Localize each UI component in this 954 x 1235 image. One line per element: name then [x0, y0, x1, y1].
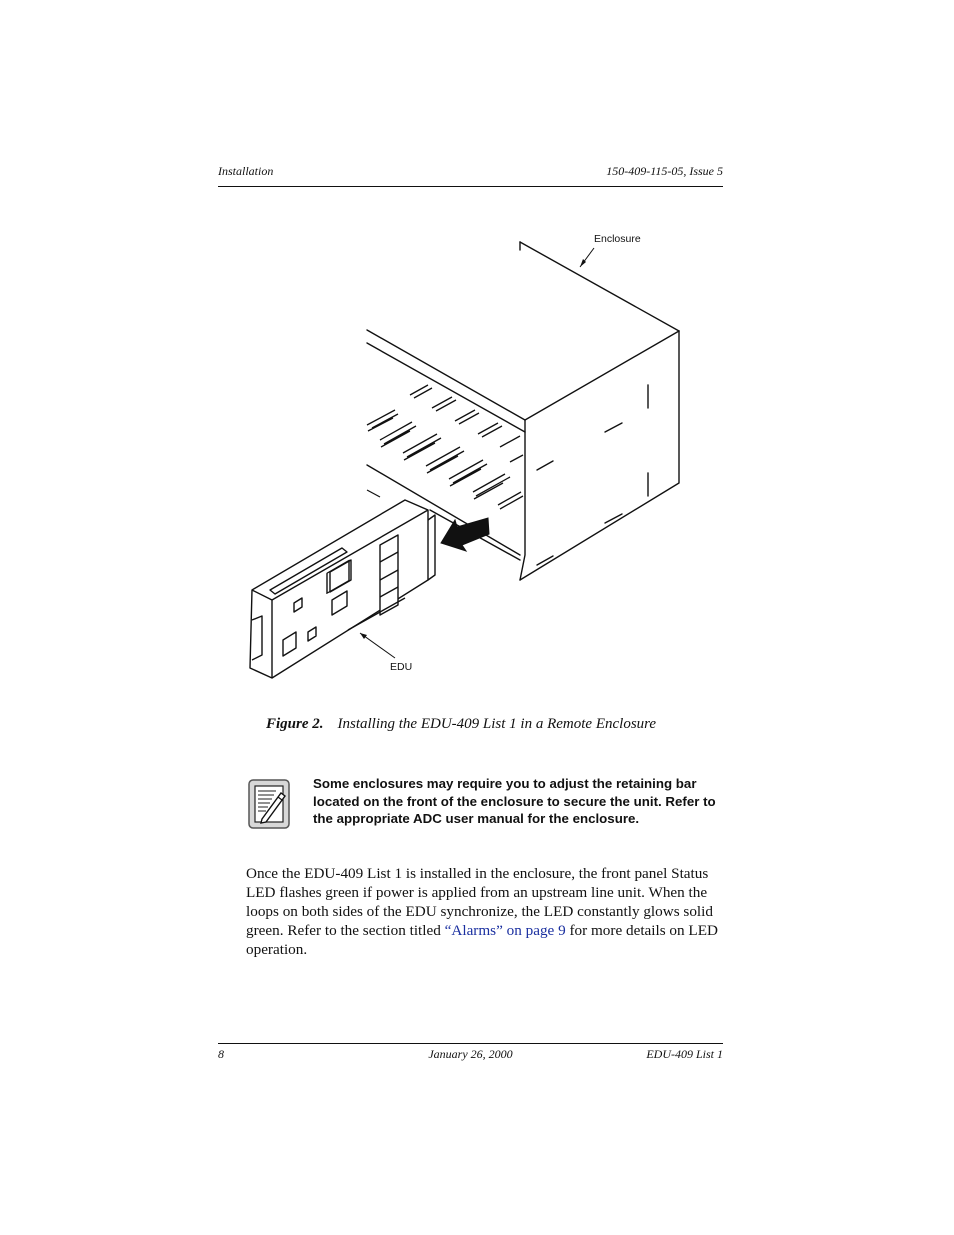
header-rule: [218, 186, 723, 187]
note-text: Some enclosures may require you to adjust the retaining bar located on the front of the enclosure to secure the unit. Refer to the appropriate ADC user manual for the enclosure.: [313, 776, 716, 826]
enclosure-top-edge: [520, 242, 679, 331]
figure-title: Installing the EDU-409 List 1 in a Remote Enclosure: [337, 716, 657, 732]
enclosure-right-side: [520, 331, 679, 580]
body-paragraph: [246, 864, 724, 959]
enclosure-front-top-edge: [525, 331, 679, 420]
side-mark-5: [605, 514, 622, 523]
footer-rule: [218, 1043, 723, 1044]
edu-label: EDU: [390, 661, 413, 673]
side-mark-2: [605, 423, 622, 432]
installation-figure: [240, 225, 700, 695]
footer-date: January 26, 2000: [428, 1047, 513, 1061]
side-mark-3: [537, 461, 553, 470]
side-mark-6: [537, 556, 553, 565]
body-text-after: for more details on LED operation.: [246, 922, 718, 959]
note-pencil-icon: [248, 779, 290, 829]
enclosure-label: Enclosure: [594, 233, 641, 245]
figure-number: Figure 2.: [266, 716, 324, 732]
alarms-link[interactable]: “Alarms” on page 9: [444, 922, 566, 940]
header-section: Installation: [218, 164, 274, 178]
arrow-guide-line: [367, 490, 380, 497]
figure-caption: [266, 716, 656, 733]
footer-page-number: 8: [218, 1047, 224, 1061]
page-footer: [218, 1047, 723, 1065]
enclosure-inner-top: [367, 330, 525, 420]
footer-doc-name: EDU-409 List 1: [646, 1047, 723, 1061]
edu-card: [250, 500, 435, 678]
card-guides: [367, 385, 523, 509]
edu-leader-head: [360, 633, 367, 639]
header-doc-number: 150-409-115-05, Issue 5: [606, 164, 723, 178]
enclosure-front-vertical: [520, 420, 525, 580]
page-header: [218, 164, 723, 182]
body-text-before: Once the EDU-409 List 1 is installed in the enclosure, the front panel Status LED flashes green if power is applied from an upstream line unit. When the loops on both sides of the EDU synchronize, the LED constantly glows solid green. Refer to the section titled: [246, 865, 713, 940]
